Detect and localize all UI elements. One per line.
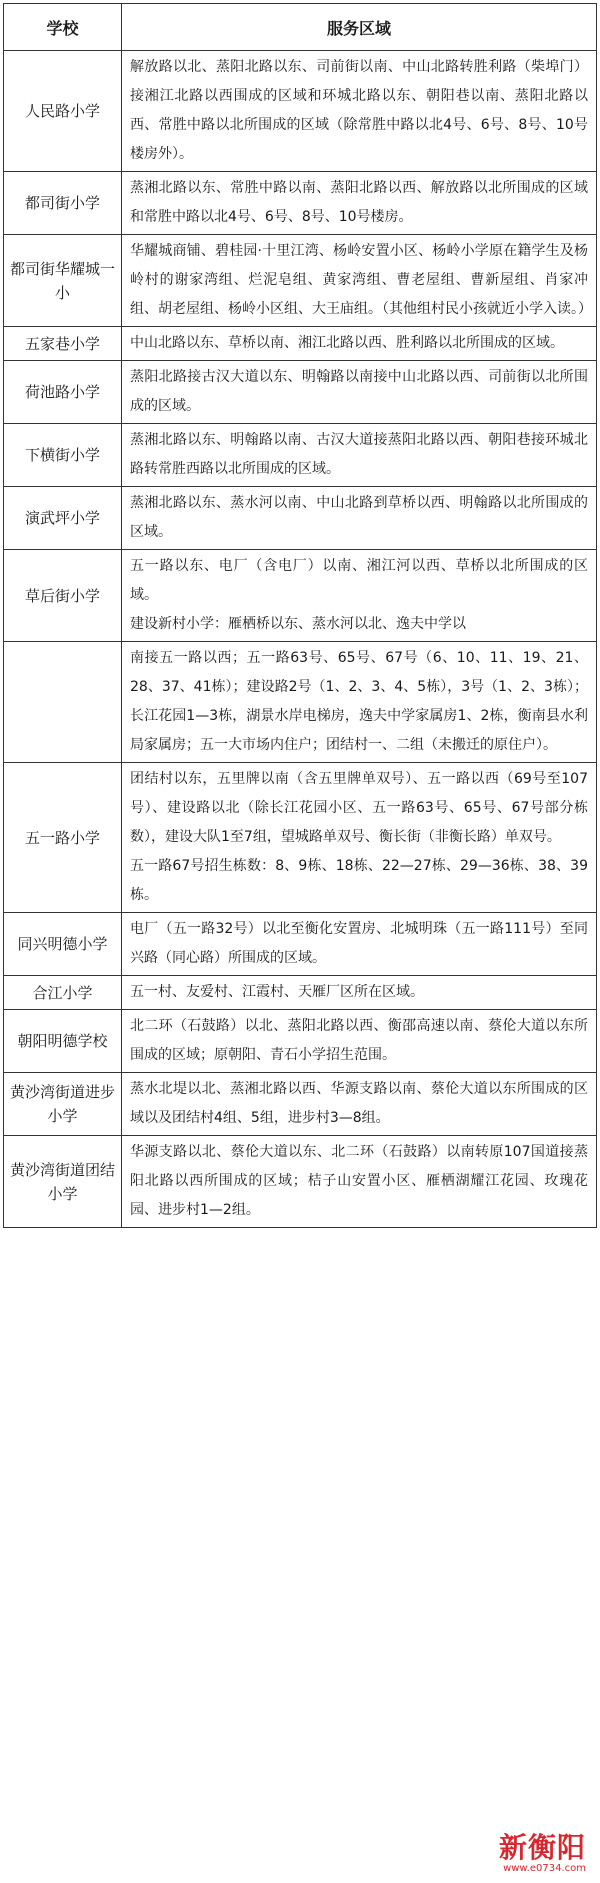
school-name: 都司街华耀城一小 (4, 235, 122, 327)
service-area (122, 51, 597, 172)
school-name: 草后街小学 (4, 550, 122, 642)
school-name: 黄沙湾街道进步小学 (4, 1073, 122, 1136)
service-area-paragraph: 建设新村小学：雁栖桥以东、蒸水河以北、逸夫中学以 (130, 616, 466, 632)
service-area (122, 1010, 597, 1073)
school-name: 人民路小学 (4, 51, 122, 172)
service-area-paragraph: 电厂（五一路32号）以北至衡化安置房、北城明珠（五一路111号）至同兴路（同心路）所围成的区域。 (130, 921, 588, 966)
service-area (122, 1073, 597, 1136)
service-area-paragraph: 华耀城商铺、碧桂园·十里江湾、杨岭安置小区、杨岭小学原在籍学生及杨岭村的谢家湾组、烂泥皂组、黄家湾组、曹老屋组、曹新屋组、肖家冲组、胡老屋组、杨岭小区组、大王庙组。（其他组村民小孩就近小学入读。） (130, 243, 592, 317)
watermark-logo: 新衡阳 (498, 1831, 586, 1864)
school-name: 都司街小学 (4, 172, 122, 235)
table-row (4, 172, 597, 235)
table-row (4, 763, 597, 913)
table-body (4, 51, 597, 1228)
school-name: 合江小学 (4, 976, 122, 1010)
school-name: 五家巷小学 (4, 327, 122, 361)
service-area (122, 913, 597, 976)
service-area (122, 327, 597, 361)
service-area (122, 763, 597, 913)
table-row (4, 1010, 597, 1073)
service-area-paragraph: 南接五一路以西；五一路63号、65号、67号（6、10、11、19、21、28、37、41栋）；建设路2号（1、2、3、4、5栋），3号（1、2、3栋）；长江花园1—3栋，湖景水岸电梯房，逸夫中学家属房1、2栋，衡南县水利局家属房；五一大市场内住户；团结村一、二组（未搬迁的原住户）。 (130, 650, 588, 753)
header-school: 学校 (4, 4, 122, 51)
table-row (4, 976, 597, 1010)
table-row (4, 327, 597, 361)
service-area-paragraph: 蒸湘北路以东、蒸水河以南、中山北路到草桥以西、明翰路以北所围成的区域。 (130, 495, 588, 540)
table-row (4, 51, 597, 172)
service-area-paragraph: 五一村、友爱村、江霞村、天雁厂区所在区域。 (130, 984, 424, 1000)
service-area (122, 642, 597, 763)
school-name: 朝阳明德学校 (4, 1010, 122, 1073)
school-name: 演武坪小学 (4, 487, 122, 550)
service-area-paragraph: 中山北路以东、草桥以南、湘江北路以西、胜利路以北所围成的区域。 (130, 335, 564, 351)
table-row (4, 361, 597, 424)
service-area (122, 361, 597, 424)
service-area-paragraph: 蒸阳北路接古汉大道以东、明翰路以南接中山北路以西、司前街以北所围成的区域。 (130, 369, 588, 414)
table-row (4, 550, 597, 642)
table-row (4, 1136, 597, 1228)
school-name: 下横街小学 (4, 424, 122, 487)
site-watermark (499, 1833, 586, 1875)
service-area-paragraph: 五一路67号招生栋数：8、9栋、18栋、22—27栋、29—36栋、38、39栋。 (130, 858, 588, 903)
table-row (4, 913, 597, 976)
school-name: 荷池路小学 (4, 361, 122, 424)
service-area (122, 172, 597, 235)
service-area-paragraph: 北二环（石鼓路）以北、蒸阳北路以西、衡邵高速以南、蔡伦大道以东所围成的区域；原朝阳、青石小学招生范围。 (130, 1018, 588, 1063)
service-area (122, 550, 597, 642)
table-header-row (4, 4, 597, 51)
service-area-paragraph: 蒸水北堤以北、蒸湘北路以西、华源支路以南、蔡伦大道以东所围成的区域以及团结村4组、5组，进步村3—8组。 (130, 1081, 588, 1126)
service-area-paragraph: 解放路以北、蒸阳北路以东、司前街以南、中山北路转胜利路（柴埠门）接湘江北路以西围成的区域和环城北路以东、朝阳巷以南、蒸阳北路以西、常胜中路以北所围成的区域（除常胜中路以北4号、6号、8号、10号楼房外）。 (130, 59, 588, 162)
service-area-paragraph: 蒸湘北路以东、明翰路以南、古汉大道接蒸阳北路以西、朝阳巷接环城北路转常胜西路以北所围成的区域。 (130, 432, 588, 477)
service-area-paragraph: 蒸湘北路以东、常胜中路以南、蒸阳北路以西、解放路以北所围成的区域和常胜中路以北4号、6号、8号、10号楼房。 (130, 180, 588, 225)
table-row (4, 235, 597, 327)
table-row (4, 424, 597, 487)
service-area-paragraph: 团结村以东，五里牌以南（含五里牌单双号）、五一路以西（69号至107号）、建设路以北（除长江花园小区、五一路63号、65号、67号部分栋数），建设大队1至7组，望城路单双号、衡长街（非衡长路）单双号。 (130, 771, 588, 845)
header-service-area: 服务区域 (122, 4, 597, 51)
watermark-url: www.e0734.com (503, 1863, 586, 1874)
service-area (122, 235, 597, 327)
table-row (4, 1073, 597, 1136)
service-area (122, 1136, 597, 1228)
school-name: 五一路小学 (4, 763, 122, 913)
table-row (4, 487, 597, 550)
school-name: 同兴明德小学 (4, 913, 122, 976)
school-name (4, 642, 122, 763)
service-area-paragraph: 华源支路以北、蔡伦大道以东、北二环（石鼓路）以南转原107国道接蒸阳北路以西所围成的区域；桔子山安置小区、雁栖湖耀江花园、玫瑰花园、进步村1—2组。 (130, 1144, 588, 1218)
service-area-table (3, 3, 597, 1228)
school-name: 黄沙湾街道团结小学 (4, 1136, 122, 1228)
service-area (122, 976, 597, 1010)
table-row (4, 642, 597, 763)
service-area (122, 487, 597, 550)
service-area-paragraph: 五一路以东、电厂（含电厂）以南、湘江河以西、草桥以北所围成的区域。 (130, 558, 588, 603)
service-area (122, 424, 597, 487)
